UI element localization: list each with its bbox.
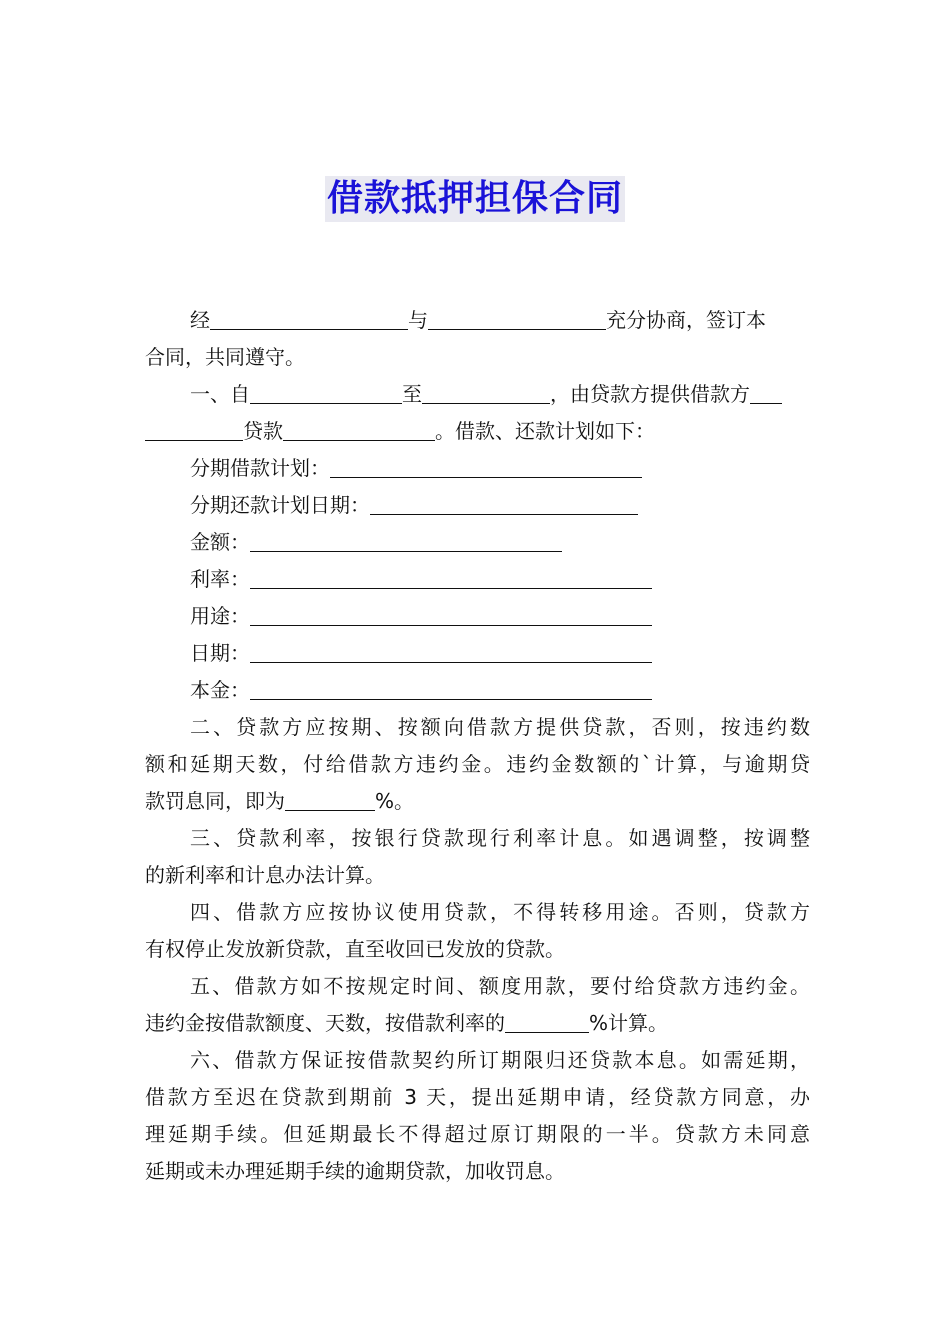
field-blank[interactable]	[250, 672, 652, 700]
clause6-line-4: 延期或未办理延期手续的逾期贷款，加收罚息。	[145, 1159, 565, 1183]
clause1-line-1	[145, 376, 810, 413]
field-blank[interactable]	[370, 487, 638, 515]
field-blank[interactable]	[250, 524, 562, 552]
field-label: 分期还款计划日期：	[190, 493, 370, 517]
clause1-line-2	[145, 413, 810, 450]
intro-line-1	[145, 302, 810, 339]
field-borrow-plan	[145, 450, 810, 487]
document-title: 借款抵押担保合同	[325, 176, 625, 222]
clause6-line-2: 借款方至迟在贷款到期前 3 天，提出延期申请，经贷款方同意，办	[145, 1085, 810, 1109]
field-blank[interactable]	[250, 635, 652, 663]
clause3-line-1: 三、贷款利率，按银行贷款现行利率计息。如遇调整，按调整	[190, 826, 810, 850]
contract-body	[145, 302, 810, 1190]
clause1-text: 至	[402, 382, 422, 406]
field-label: 本金：	[190, 678, 250, 702]
field-label: 金额：	[190, 530, 250, 554]
clause1-text: 贷款	[243, 419, 283, 443]
intro-line-2: 合同，共同遵守。	[145, 345, 305, 369]
field-blank[interactable]	[250, 598, 652, 626]
clause2-line-3	[145, 783, 810, 820]
party-b-blank[interactable]	[428, 302, 606, 330]
field-blank[interactable]	[330, 450, 642, 478]
loan-amount-blank[interactable]	[283, 413, 435, 441]
penalty-rate-blank[interactable]	[285, 783, 375, 811]
clause2-text: %。	[375, 789, 415, 813]
intro-text: 经	[190, 308, 210, 332]
field-label: 利率：	[190, 567, 250, 591]
late-fee-rate-blank[interactable]	[505, 1005, 589, 1033]
clause5-line-2	[145, 1005, 810, 1042]
document-title-wrap	[0, 176, 950, 224]
field-rate	[145, 561, 810, 598]
loan-type-blank-end[interactable]	[145, 413, 243, 441]
clause1-text: ，由贷款方提供借款方	[550, 382, 750, 406]
clause1-text: 。借款、还款计划如下：	[435, 419, 655, 443]
clause2-line-1: 二、贷款方应按期、按额向借款方提供贷款，否则，按违约数	[190, 715, 810, 739]
end-date-blank[interactable]	[422, 376, 550, 404]
clause3-line-2: 的新利率和计息办法计算。	[145, 863, 385, 887]
clause5-line-1: 五、借款方如不按规定时间、额度用款，要付给贷款方违约金。	[190, 974, 810, 998]
field-purpose	[145, 598, 810, 635]
field-label: 用途：	[190, 604, 250, 628]
clause6-line-3: 理延期手续。但延期最长不得超过原订期限的一半。贷款方未同意	[145, 1122, 810, 1146]
party-a-blank[interactable]	[210, 302, 408, 330]
clause5-text: %计算。	[589, 1011, 669, 1035]
field-amount	[145, 524, 810, 561]
clause6-line-1: 六、借款方保证按借款契约所订期限归还贷款本息。如需延期，	[190, 1048, 810, 1072]
clause4-line-1: 四、借款方应按协议使用贷款，不得转移用途。否则，贷款方	[190, 900, 810, 924]
clause5-text: 违约金按借款额度、天数，按借款利率的	[145, 1011, 505, 1035]
field-principal	[145, 672, 810, 709]
clause4-line-2: 有权停止发放新贷款，直至收回已发放的贷款。	[145, 937, 565, 961]
field-blank[interactable]	[250, 561, 652, 589]
field-repay-date	[145, 487, 810, 524]
clause2-line-2: 额和延期天数，付给借款方违约金。违约金数额的`计算，与逾期贷	[145, 752, 810, 776]
loan-type-blank-start[interactable]	[750, 376, 782, 404]
clause2-text: 款罚息同，即为	[145, 789, 285, 813]
field-date	[145, 635, 810, 672]
field-label: 分期借款计划：	[190, 456, 330, 480]
field-label: 日期：	[190, 641, 250, 665]
clause1-text: 一、自	[190, 382, 250, 406]
start-date-blank[interactable]	[250, 376, 402, 404]
intro-text: 充分协商，签订本	[606, 308, 766, 332]
intro-text: 与	[408, 308, 428, 332]
